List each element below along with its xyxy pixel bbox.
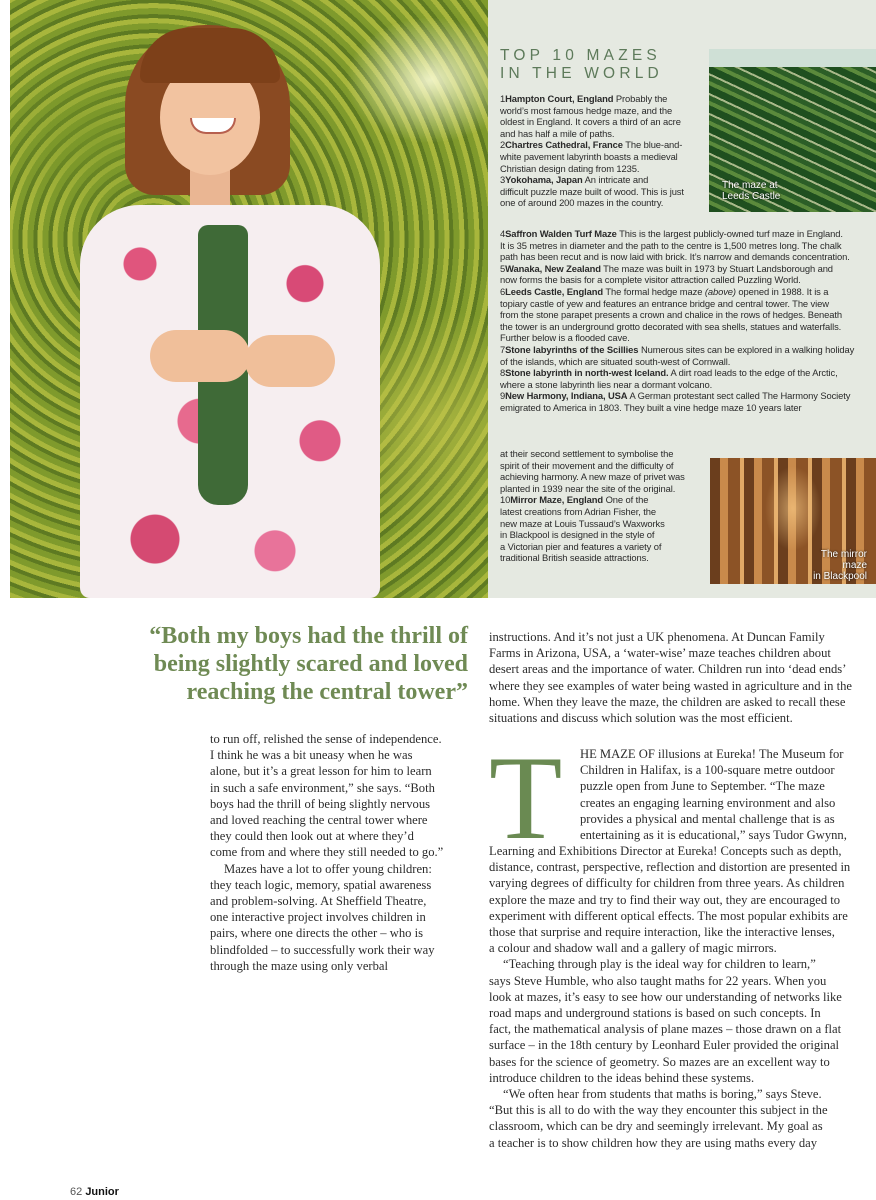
sidebar-title: TOP 10 MAZES IN THE WORLD <box>500 47 663 82</box>
body-column-right-dropcap: HE MAZE OF illusions at Eureka! The Museum for Children in Halifax, is a 100-square metre outdoor puzzle open from June to September. “The maze creates an engaging learning environment and also provides a physical and mental challenge that is as entertaining as it is educational,” says Tudor Gwynn, <box>580 747 847 843</box>
list-item: 6Leeds Castle, England The formal hedge maze (above) opened in 1988. It is a <box>500 285 829 297</box>
page-footer <box>70 1186 119 1198</box>
body-column-right-top: instructions. And it’s not just a UK phenomena. At Duncan Family Farms in Arizona, USA, a ‘water-wise’ maze teaches children about desert areas and the importance of water. Children run into ‘dead ends’ where they see examples of water being wasted in agriculture and in the home. When they leave the maze, the children are asked to recall these situations and discuss which solution was the most efficient. <box>489 630 852 726</box>
body-column-left: to run off, relished the sense of independence. I think he was a bit uneasy when he was alone, but it’s a great lesson for him to learn in such a safe environment,” she says. “Both boys had the thrill of being slightly nervous and loved reaching the central tower where they could then look out at where they’d come from and where they still needed to go.” Mazes have a lot to offer young children: they teach logic, memory, spatial awareness and problem-solving. At Sheffield Theatre, one interactive project involves children in pairs, where one directs the other – who is blindfolded – to successfully work their way through the maze using only verbal <box>210 732 444 973</box>
list-item: 10Mirror Maze, England One of the <box>500 494 649 506</box>
caption-leeds: The maze at Leeds Castle <box>722 180 781 202</box>
caption-mirror: The mirror maze in Blackpool <box>813 549 867 582</box>
hero-photo-girl <box>10 0 488 598</box>
photo-hand-right <box>245 335 335 387</box>
list-item: 3Yokohama, Japan An intricate and <box>500 174 649 186</box>
magazine-name: Junior <box>85 1186 119 1198</box>
photo-bangs <box>140 28 280 83</box>
list-item: 7Stone labyrinths of the Scillies Numerous sites can be explored in a walking holiday <box>500 343 855 355</box>
list-item: 8Stone labyrinth in north-west Iceland. A dirt road leads to the edge of the Arctic, <box>500 367 838 379</box>
list-item: 9New Harmony, Indiana, USA A German protestant sect called The Harmony Society <box>500 390 851 402</box>
body-column-right-lower: Learning and Exhibitions Director at Eureka! Concepts such as depth, distance, contrast, perspective, reflection and distortion are presented in varying degrees of difficulty for children from three years. As children explore the maze and try to find their way out, they are encouraged to experiment with different optical effects. The most popular exhibits are those that surprise and require interaction, like the interactive lenses, a colour and shadow wall and a gallery of magic mirrors. “Teaching through play is the ideal way for children to learn,” says Steve Humble, who also taught maths for 22 years. When you look at mazes, it’s easy to see how our understanding of networks like road maps and underground stations is based on such concepts. In fact, the mathematical analysis of plane mazes – those drawn on a flat surface – in the 18th century by Leonhard Euler provided the original bases for the science of geometry. So mazes are an excellent way to introduce children to the ideas behind these systems. “We often hear from students that maths is boring,” says Steve. “But this is all to do with the way they encounter this subject in the classroom, which can be dry and seemingly irrelevant. My goal as a teacher is to show children how they are using maths every day <box>489 844 851 1150</box>
list-item: 2Chartres Cathedral, France The blue-and- <box>500 139 683 151</box>
sidebar-list-wide: 4Saffron Walden Turf Maze This is the largest publicly-owned turf maze in England. It is 35 metres in diameter and the path to the centre is 1,500 metres long. The chalk path has been recut and is now laid with brick. It’s narrow and demands concentration. 5Wanaka, New Zealand The maze was built in 1973 by Stuart Landsborough and now forms the basis for a complete visitor attraction called Puzzling World. 6Leeds Castle, England The formal hedge maze (above) opened in 1988. It is a topiary castle of yew and features an entrance bridge and central tower. The view from the stone parapet presents a crown and chalice in the rows of hedges. Beneath the tower is an underground grotto decorated with sea shells, statues and waterfalls. Further below is a flooded cave. 7Stone labyrinths of the Scillies Numerous sites can be explored in a walking holiday of the islands, which are situated south-west of Cornwall. 8Stone labyrinth in north-west Iceland. A dirt road leads to the edge of the Arctic, where a stone labyrinth lies near a dormant volcano. 9New Harmony, Indiana, USA A German protestant sect called The Harmony Society emigrated to America in 1803. They built a vine hedge maze 10 years later <box>500 228 870 414</box>
photo-hand-left <box>150 330 250 382</box>
list-item: 1Hampton Court, England Probably the <box>500 93 668 104</box>
drop-cap: T <box>489 731 563 864</box>
pull-quote: “Both my boys had the thrill of being slightly scared and loved reaching the central tower” <box>149 623 468 705</box>
list-item: 5Wanaka, New Zealand The maze was built in 1973 by Stuart Landsborough and <box>500 262 833 274</box>
page-number: 62 <box>70 1186 83 1198</box>
sidebar-list-narrow: 1Hampton Court, England Probably the world’s most famous hedge maze, and the oldest in England. It covers a third of an acre and has half a mile of paths. 2Chartres Cathedral, France The blue-and- white pavement labyrinth boasts a medieval Christian design dating from 1235. 3Yokohama, Japan An intricate and difficult puzzle maze built of wood. This is just one of around 200 mazes in the country. <box>500 93 706 209</box>
list-item: 4Saffron Walden Turf Maze This is the largest publicly-owned turf maze in England. <box>500 228 843 239</box>
sidebar-list-bottom: at their second settlement to symbolise the spirit of their movement and the difficulty of achieving harmony. A new maze of privet was planted in 1939 near the site of the original. 10Mirror Maze, England One of the latest creations from Adrian Fisher, the new maze at Louis Tussaud’s Waxworks in Blackpool is designed in the style of a Victorian pier and features a variety of traditional British seaside attractions. <box>500 448 706 564</box>
